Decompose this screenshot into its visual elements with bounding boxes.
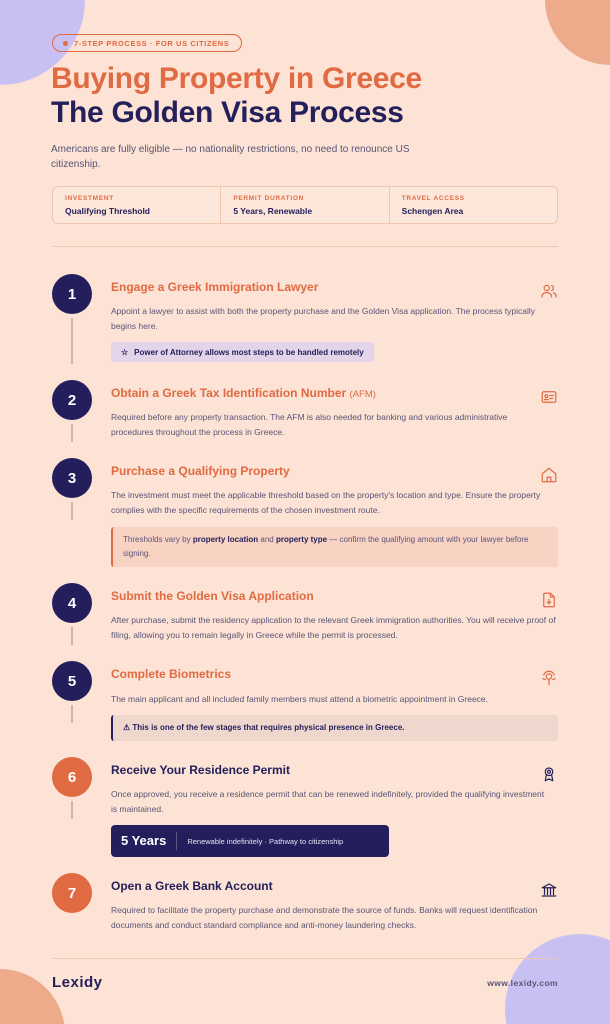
step-title: Receive Your Residence Permit	[111, 763, 290, 777]
callout-highlight: property type	[275, 535, 328, 544]
timeline-connector	[71, 502, 73, 520]
timeline-connector	[71, 424, 73, 442]
stat-label: INVESTMENT	[65, 195, 114, 202]
callout-highlight: property location	[192, 535, 259, 544]
page-subtitle: The Golden Visa Process	[51, 96, 404, 129]
step-number-badge: 7	[52, 873, 92, 913]
step-number-badge: 5	[52, 661, 92, 701]
bank-icon	[540, 881, 558, 899]
callout-text: Thresholds vary by	[123, 535, 193, 544]
step-title: Engage a Greek Immigration Lawyer	[111, 280, 319, 294]
step-body: Required to facilitate the property purchase and demonstrate the source of funds. Banks will request identification documents and conduct standard compliance and anti-money laundering checks.	[111, 905, 538, 930]
step-number-badge: 6	[52, 757, 92, 797]
step-number-badge: 3	[52, 458, 92, 498]
step-number-badge: 2	[52, 380, 92, 420]
step-title-text: Obtain a Greek Tax Identification Number	[111, 386, 347, 400]
callout-text: — confirm the qualifying amount with your lawyer before signing.	[123, 535, 529, 558]
timeline-connector	[71, 627, 73, 645]
step-title: Purchase a Qualifying Property	[111, 464, 290, 478]
step-body: Once approved, you receive a residence permit that can be renewed indefinitely, provided the qualifying investment is maintained.	[111, 789, 545, 814]
threshold-callout	[111, 527, 558, 567]
lexidy-logo: Lexidy	[52, 974, 103, 991]
pill-label: 7-STEP PROCESS · FOR US CITIZENS	[74, 38, 230, 48]
intro-text: Americans are fully eligible — no nationality restrictions, no need to renounce US citizenship.	[51, 144, 410, 170]
callout-text: and	[258, 535, 276, 544]
document-download-icon	[540, 591, 558, 609]
badge-duration: 5 Years	[111, 832, 177, 850]
id-card-icon	[540, 388, 558, 406]
physical-presence-callout: ⚠ This is one of the few stages that requires physical presence in Greece.	[111, 715, 558, 741]
permit-duration-badge	[111, 825, 389, 857]
step-body: Appoint a lawyer to assist with both the property purchase and the Golden Visa application. The process typically begins here.	[111, 306, 535, 331]
pill-dot-icon	[63, 41, 68, 46]
step-body: The investment must meet the applicable threshold based on the property's location and type. Ensure the property complies with the specific requirements of the chosen investment route.	[111, 490, 541, 515]
stat-permit-duration	[221, 187, 389, 223]
page-title: Buying Property in Greece	[51, 62, 422, 95]
remote-note-tag	[111, 342, 374, 362]
stat-travel-access	[390, 187, 557, 223]
divider	[52, 246, 558, 247]
step-number-badge: 1	[52, 274, 92, 314]
website-link[interactable]: www.lexidy.com	[487, 978, 558, 988]
step-title: Open a Greek Bank Account	[111, 879, 273, 893]
footer-divider	[52, 958, 558, 959]
stat-value: Schengen Area	[401, 206, 464, 216]
step-title: Complete Biometrics	[111, 667, 232, 681]
timeline-connector	[71, 705, 73, 723]
stat-investment	[53, 187, 221, 223]
note-text: Power of Attorney allows most steps to be handled remotely	[134, 347, 364, 357]
step-title: Submit the Golden Visa Application	[111, 589, 314, 603]
step-body: Required before any property transaction. The AFM is also needed for banking and various administrative procedures throughout the process in Greece.	[111, 412, 508, 437]
stat-value: Qualifying Threshold	[65, 206, 151, 216]
decorative-circle-top-right	[545, 0, 610, 65]
step-title	[111, 386, 376, 400]
stat-value: 5 Years, Renewable	[233, 206, 313, 216]
timeline-connector	[71, 801, 73, 819]
users-icon	[540, 282, 558, 300]
step-body: The main applicant and all included family members must attend a biometric appointment in Greece.	[111, 694, 489, 704]
process-pill	[52, 34, 242, 52]
badge-caption: Renewable indefinitely · Pathway to citizenship	[187, 836, 344, 846]
timeline-connector	[71, 318, 73, 364]
star-icon: ☆	[121, 347, 129, 357]
stat-label: TRAVEL ACCESS	[401, 195, 465, 202]
fingerprint-icon	[540, 669, 558, 687]
award-icon	[540, 765, 558, 783]
step-number-badge: 4	[52, 583, 92, 623]
home-icon	[540, 466, 558, 484]
step-title-sub: (AFM)	[349, 389, 376, 400]
stats-bar	[52, 186, 558, 224]
stat-label: PERMIT DURATION	[233, 195, 305, 202]
step-body: After purchase, submit the residency application to the relevant Greek immigration authorities. You will receive proof of filing, allowing you to remain legally in Greece while the permit is processed.	[111, 615, 556, 640]
